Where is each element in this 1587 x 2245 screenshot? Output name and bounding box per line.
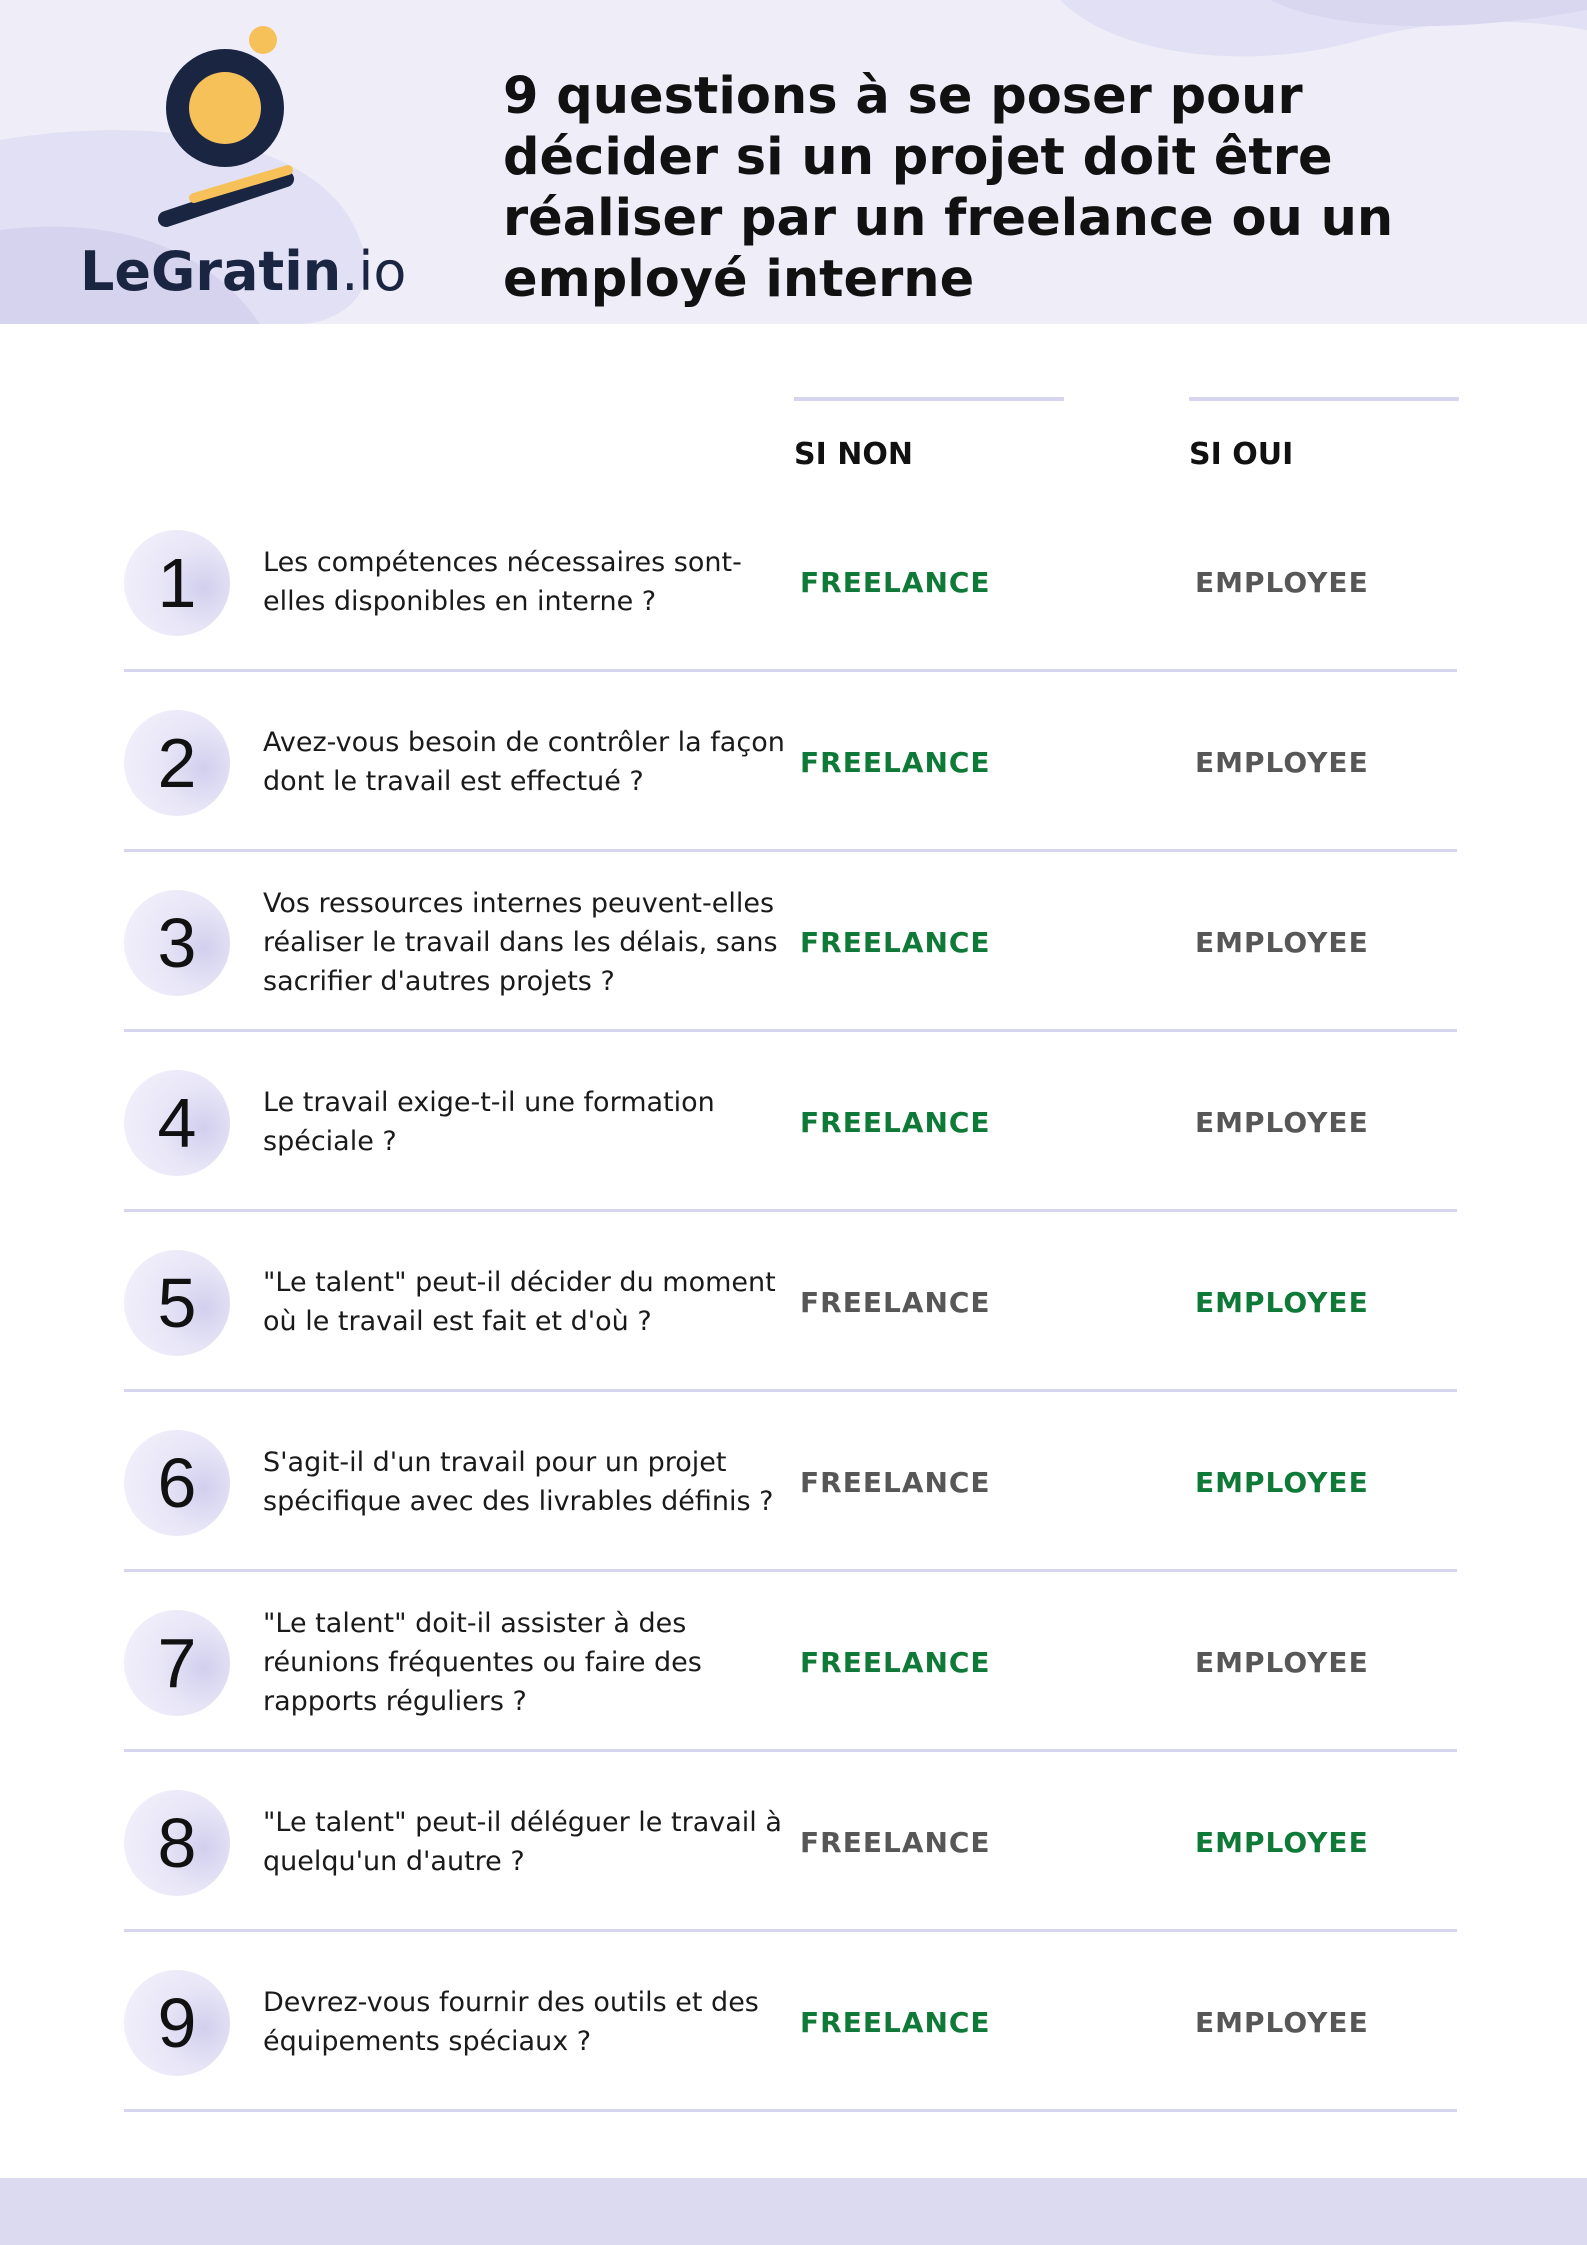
column-header-si-non: SI NON [794,437,913,472]
page-title: 9 questions à se poser pour décider si un projet doit être réaliser par un freelance ou un employé interne [503,67,1394,309]
question-number-badge [124,890,230,996]
question-text: "Le talent" peut-il décider du moment où le travail est fait et d'où ? [263,1267,776,1337]
question-row [124,1392,1457,1572]
answer-if-yes: EMPLOYEE [1195,565,1369,599]
question-number-badge [124,1610,230,1716]
header-banner [0,0,1587,324]
question-text: Le travail exige-t-il une formation spéciale ? [263,1087,715,1157]
question-row [124,1212,1457,1392]
question-number-badge [124,1070,230,1176]
question-row [124,1032,1457,1212]
question-row [124,492,1457,672]
question-text: Avez-vous besoin de contrôler la façon dont le travail est effectué ? [263,727,785,797]
question-number: 5 [157,1264,197,1342]
footer-band [0,2178,1587,2245]
question-number: 2 [157,724,197,802]
answer-if-no: FREELANCE [800,925,991,959]
question-number-badge [124,530,230,636]
question-text: Devrez-vous fournir des outils et des équipements spéciaux ? [263,1987,759,2057]
answer-if-no: FREELANCE [800,565,991,599]
question-number-badge [124,1970,230,2076]
answer-if-yes: EMPLOYEE [1195,1105,1369,1139]
question-row [124,1572,1457,1752]
question-number-badge [124,1790,230,1896]
question-number: 9 [157,1984,197,2062]
answer-if-no: FREELANCE [800,1285,991,1319]
questions-table [124,492,1457,2112]
column-rule-no [794,397,1064,401]
answer-if-yes: EMPLOYEE [1195,925,1369,959]
question-number-badge [124,710,230,816]
answer-if-yes: EMPLOYEE [1195,745,1369,779]
question-text: S'agit-il d'un travail pour un projet spécifique avec des livrables définis ? [263,1447,774,1517]
answer-if-no: FREELANCE [800,1645,991,1679]
answer-if-yes: EMPLOYEE [1195,2005,1369,2039]
question-number: 3 [157,904,197,982]
answer-if-yes: EMPLOYEE [1195,1465,1369,1499]
answer-if-no: FREELANCE [800,1105,991,1139]
logo-wordmark [80,237,406,307]
answer-if-yes: EMPLOYEE [1195,1285,1369,1319]
question-number: 1 [157,544,197,622]
logo-wordmark-tld: .io [341,240,407,303]
column-header-si-oui: SI OUI [1189,437,1294,472]
question-row [124,672,1457,852]
question-number-badge [124,1430,230,1536]
answer-if-no: FREELANCE [800,745,991,779]
question-row [124,1932,1457,2112]
question-number-badge [124,1250,230,1356]
question-text: "Le talent" doit-il assister à des réunions fréquentes ou faire des rapports réguliers ? [263,1607,702,1717]
answer-if-no: FREELANCE [800,1825,991,1859]
question-number: 4 [157,1084,197,1162]
question-text: Vos ressources internes peuvent-elles réaliser le travail dans les délais, sans sacrifier d'autres projets ? [263,887,778,997]
question-row [124,1752,1457,1932]
question-row [124,852,1457,1032]
answer-if-no: FREELANCE [800,2005,991,2039]
logo-icon [150,20,320,235]
question-text: Les compétences nécessaires sont-elles disponibles en interne ? [263,547,742,617]
question-number: 8 [157,1804,197,1882]
logo-wordmark-name: LeGratin [80,240,342,303]
answer-if-no: FREELANCE [800,1465,991,1499]
answer-if-yes: EMPLOYEE [1195,1825,1369,1859]
answer-if-yes: EMPLOYEE [1195,1645,1369,1679]
column-rule-yes [1189,397,1459,401]
question-number: 6 [157,1444,197,1522]
question-text: "Le talent" peut-il déléguer le travail à quelqu'un d'autre ? [263,1807,782,1877]
question-number: 7 [157,1624,197,1702]
